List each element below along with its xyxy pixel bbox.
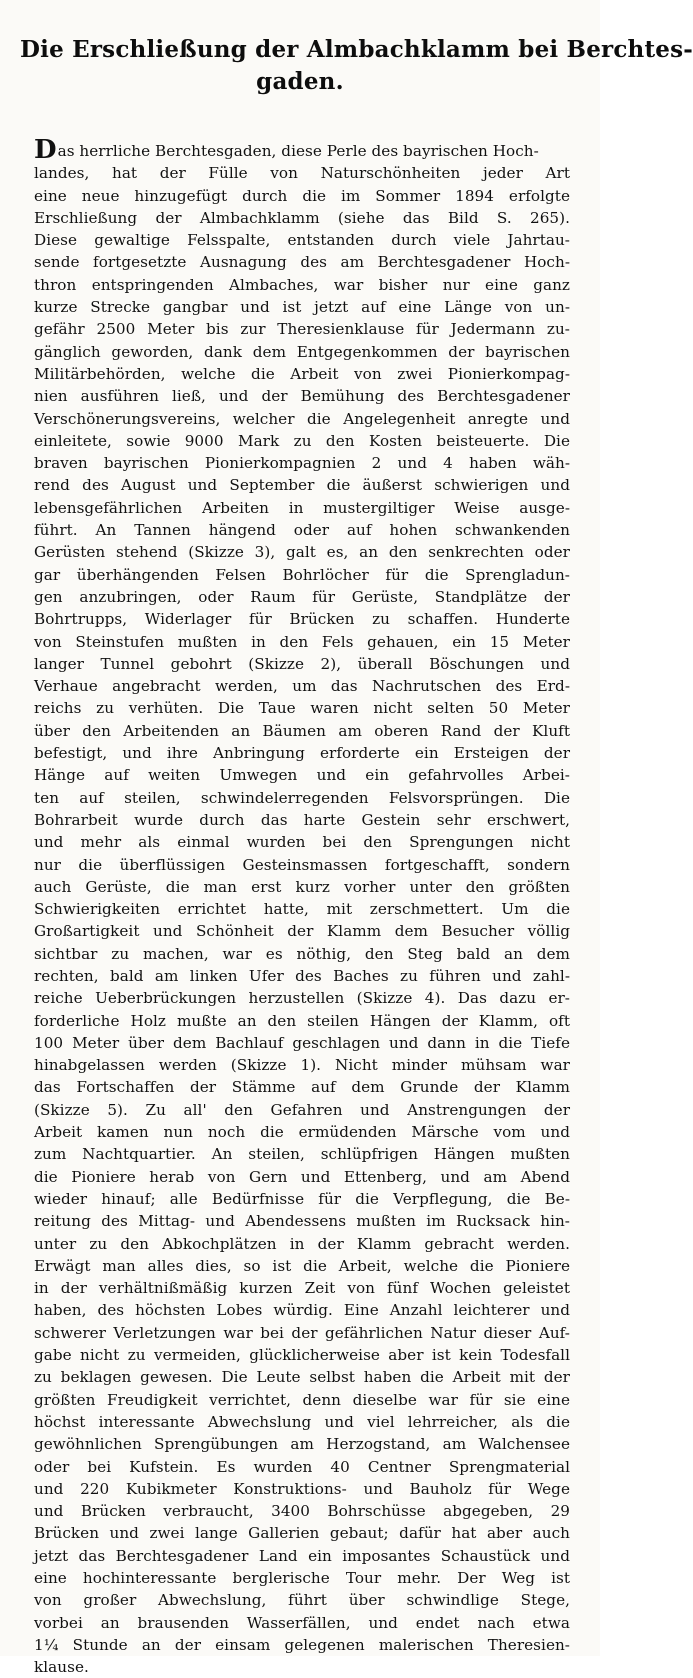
text-line: gänglich geworden, dank dem Entgegenkommen der bayrischen (34, 342, 570, 361)
text-line: Arbeit kamen nun noch die ermüdenden Märsche vom und (34, 1123, 570, 1142)
text-line: und mehr als einmal wurden bei den Sprengungen nicht (34, 833, 570, 852)
text-line: braven bayrischen Pionierkompagnien 2 und 4 haben wäh- (34, 454, 570, 473)
text-line: sichtbar zu machen, war es nöthig, den Steg bald an dem (34, 944, 570, 963)
text-line: Verschönerungsvereins, welcher die Angelegenheit anregte und (34, 409, 570, 428)
text-line: reichs zu verhüten. Die Taue waren nicht selten 50 Meter (34, 699, 570, 718)
text-line: gewöhnlichen Sprengübungen am Herzogstand, am Walchensee (34, 1435, 570, 1454)
text-line: vorbei an brausenden Wasserfällen, und endet nach etwa (34, 1613, 570, 1632)
text-line: rechten, bald am linken Ufer des Baches zu führen und zahl- (34, 966, 570, 985)
text-line: über den Arbeitenden an Bäumen am oberen Rand der Kluft (34, 721, 570, 740)
text-line: gen anzubringen, oder Raum für Gerüste, Standplätze der (34, 587, 570, 606)
text-line: oder bei Kufstein. Es wurden 40 Centner Sprengmaterial (34, 1457, 570, 1476)
text-line: kurze Strecke gangbar und ist jetzt auf eine Länge von un- (34, 298, 570, 317)
text-line: nien ausführen ließ, und der Bemühung des Berchtesgadener (34, 387, 570, 406)
article-title (20, 34, 693, 98)
text-line: eine hochinteressante berglerische Tour mehr. Der Weg ist (34, 1569, 570, 1587)
text-line: gefähr 2500 Meter bis zur Theresienklause für Jedermann zu- (34, 320, 570, 339)
text-line: Hänge auf weiten Umwegen und ein gefahrvolles Arbei- (34, 766, 570, 785)
text-line: Diese gewaltige Felsspalte, entstanden durch viele Jahrtau- (34, 231, 570, 250)
text-line: schwerer Verletzungen war bei der gefährlichen Natur dieser Auf- (34, 1323, 570, 1342)
text-line: sende fortgesetzte Ausnagung des am Berchtesgadener Hoch- (34, 253, 570, 272)
text-line: gar überhängenden Felsen Bohrlöcher für die Sprengladun- (34, 565, 570, 584)
text-line: befestigt, und ihre Anbringung erforderte ein Ersteigen der (34, 744, 570, 763)
text-line: Verhaue angebracht werden, um das Nachrutschen des Erd- (34, 677, 570, 696)
text-line: größten Freudigkeit verrichtet, denn dieselbe war für sie eine (34, 1390, 570, 1409)
text-line: Militärbehörden, welche die Arbeit von zwei Pionierkompag- (34, 364, 570, 383)
first-line-text: as herrliche Berchtesgaden, diese Perle des bayrischen Hoch- (57, 142, 539, 160)
text-line: und Brücken verbraucht, 3400 Bohrschüsse abgegeben, 29 (34, 1502, 570, 1521)
text-line: auch Gerüste, die man erst kurz vorher unter den größten (34, 877, 570, 896)
title-line-2: gaden. (256, 68, 344, 95)
text-line: klause. (34, 1658, 89, 1677)
text-line: einleitete, sowie 9000 Mark zu den Kosten beisteuerte. Die (34, 431, 570, 450)
text-line: lebensgefährlichen Arbeiten in mustergiltiger Weise ausge- (34, 498, 570, 517)
text-line: Bohrtrupps, Widerlager für Brücken zu schaffen. Hunderte (34, 610, 570, 629)
article-body (34, 135, 570, 1677)
text-line: reitung des Mittag- und Abendessens mußten im Rucksack hin- (34, 1212, 570, 1231)
text-line: gabe nicht zu vermeiden, glücklicherweise aber ist kein Todesfall (34, 1346, 570, 1365)
text-line: ten auf steilen, schwindelerregenden Felsvorsprüngen. Die (34, 788, 570, 807)
text-line: eine neue hinzugefügt durch die im Sommer 1894 erfolgte (34, 186, 570, 205)
text-line: Erschließung der Almbachklamm (siehe das Bild S. 265). (34, 208, 570, 227)
drop-cap: D (34, 135, 57, 165)
text-line: Bohrarbeit wurde durch das harte Gestein sehr erschwert, (34, 810, 570, 829)
text-line: forderliche Holz mußte an den steilen Hängen der Klamm, oft (34, 1011, 570, 1030)
text-line: wieder hinauf; alle Bedürfnisse für die Verpflegung, die Be- (34, 1189, 570, 1208)
text-line: führt. An Tannen hängend oder auf hohen schwankenden (34, 521, 570, 540)
text-line: in der verhältnißmäßig kurzen Zeit von fünf Wochen geleistet (34, 1279, 570, 1298)
text-line: unter zu den Abkochplätzen in der Klamm gebracht werden. (34, 1234, 570, 1253)
text-line: Schwierigkeiten errichtet hatte, mit zerschmettert. Um die (34, 900, 570, 919)
text-line: langer Tunnel gebohrt (Skizze 2), überall Böschungen und (34, 654, 570, 673)
text-line: Gerüsten stehend (Skizze 3), galt es, an den senkrechten oder (34, 543, 570, 562)
title-line-1: Die Erschließung der Almbachklamm bei Berchtes- (20, 36, 693, 63)
text-line: haben, des höchsten Lobes würdig. Eine Anzahl leichterer und (34, 1301, 570, 1320)
text-line: hinabgelassen werden (Skizze 1). Nicht minder mühsam war (34, 1056, 570, 1075)
text-line: nur die überflüssigen Gesteinsmassen fortgeschafft, sondern (34, 855, 570, 874)
text-line: das Fortschaffen der Stämme auf dem Grunde der Klamm (34, 1078, 570, 1097)
text-line: Erwägt man alles dies, so ist die Arbeit, welche die Pioniere (34, 1256, 570, 1275)
text-line: zum Nachtquartier. An steilen, schlüpfrigen Hängen mußten (34, 1145, 570, 1164)
text-line: Brücken und zwei lange Gallerien gebaut; dafür hat aber auch (34, 1524, 570, 1543)
text-line: 100 Meter über dem Bachlauf geschlagen und dann in die Tiefe (34, 1033, 570, 1052)
text-line: Großartigkeit und Schönheit der Klamm dem Besucher völlig (34, 922, 570, 941)
text-line: (Skizze 5). Zu all' den Gefahren und Anstrengungen der (34, 1100, 570, 1119)
text-line: rend des August und September die äußerst schwierigen und (34, 476, 570, 495)
text-line: höchst interessante Abwechslung und viel lehrreicher, als die (34, 1412, 570, 1431)
text-line: von Steinstufen mußten in den Fels gehauen, ein 15 Meter (34, 632, 570, 651)
text-line (34, 135, 570, 165)
text-line: und 220 Kubikmeter Konstruktions- und Bauholz für Wege (34, 1479, 570, 1498)
text-line: jetzt das Berchtesgadener Land ein imposantes Schaustück und (34, 1546, 570, 1565)
text-line: reiche Ueberbrückungen herzustellen (Skizze 4). Das dazu er- (34, 989, 570, 1008)
text-line: thron entspringenden Almbaches, war bisher nur eine ganz (34, 275, 570, 294)
text-line: die Pioniere herab von Gern und Ettenberg, und am Abend (34, 1167, 570, 1186)
text-line: von großer Abwechslung, führt über schwindlige Stege, (34, 1591, 570, 1610)
text-line: 1¼ Stunde an der einsam gelegenen malerischen Theresien- (34, 1635, 570, 1654)
text-line: landes, hat der Fülle von Naturschönheiten jeder Art (34, 164, 570, 183)
text-line: zu beklagen gewesen. Die Leute selbst haben die Arbeit mit der (34, 1368, 570, 1387)
